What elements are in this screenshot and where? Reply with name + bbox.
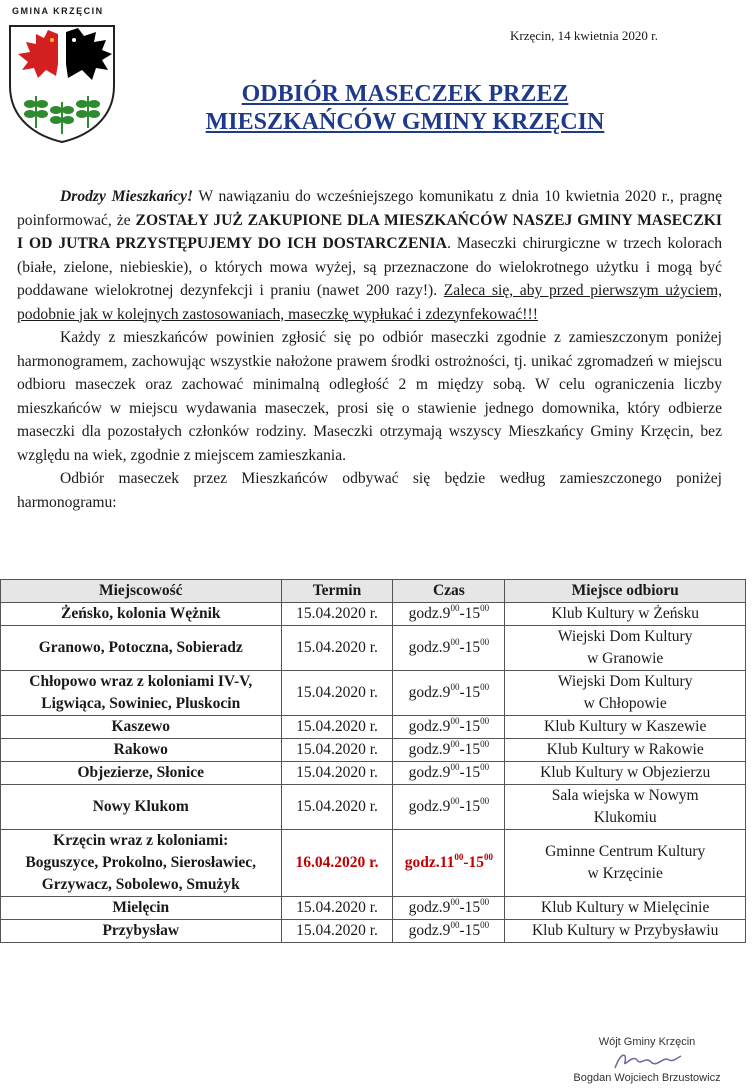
- location-name: Chłopowo wraz z koloniami IV-V,: [29, 673, 253, 690]
- pickup-place: Gminne Centrum Kultury: [545, 843, 706, 860]
- location-name: Kaszewo: [111, 718, 171, 735]
- coat-of-arms-icon: [8, 24, 116, 144]
- document-title: [150, 80, 660, 136]
- location-name: Rakowo: [113, 741, 168, 758]
- cell-location: [1, 626, 282, 671]
- cell-place: [505, 897, 746, 920]
- time-minutes: 00: [450, 920, 460, 930]
- time-minutes: 00: [450, 739, 460, 749]
- cell-date: [281, 626, 393, 671]
- cell-date: [281, 671, 393, 716]
- cell-place: [505, 739, 746, 762]
- time-minutes: 00: [454, 852, 464, 862]
- pickup-date: 15.04.2020 r.: [296, 764, 378, 781]
- location-name: Granowo, Potoczna, Sobieradz: [38, 639, 243, 656]
- document-date: Krzęcin, 14 kwietnia 2020 r.: [509, 28, 658, 43]
- body-text: [17, 185, 722, 514]
- cell-place: [505, 762, 746, 785]
- title-line-1: ODBIÓR MASECZEK PRZEZ: [241, 81, 569, 107]
- cell-location: [1, 716, 282, 739]
- table-row: [1, 785, 746, 830]
- pickup-place: w Krzęcinie: [587, 865, 663, 882]
- location-name: Objezierze, Słonice: [77, 764, 205, 781]
- cell-location: [1, 897, 282, 920]
- time-separator: -15: [459, 922, 481, 939]
- cell-time: [393, 739, 505, 762]
- cell-place: [505, 671, 746, 716]
- time-separator: -15: [459, 899, 481, 916]
- cell-time: [393, 603, 505, 626]
- pickup-date: 15.04.2020 r.: [296, 605, 378, 622]
- cell-place: [505, 603, 746, 626]
- pickup-place: Wiejski Dom Kultury: [557, 673, 693, 690]
- cell-place: [505, 920, 746, 943]
- time-prefix: godz.9: [408, 605, 451, 622]
- time-minutes: 00: [450, 762, 460, 772]
- location-name: Nowy Klukom: [92, 798, 189, 815]
- pickup-date: 15.04.2020 r.: [296, 899, 378, 916]
- pickup-place: Klub Kultury w Przybysławiu: [531, 922, 719, 939]
- paragraph-1-underlined: Zaleca się, aby przed pierwszym użyciem, podobnie jak w kolejnych zastosowaniach, maseczkę wypłukać i zdezynfekować!!!: [17, 282, 722, 323]
- time-minutes: 00: [450, 603, 460, 613]
- time-minutes: 00: [480, 796, 490, 806]
- table-row: [1, 920, 746, 943]
- location-name: Ligwiąca, Sowiniec, Pluskocin: [41, 695, 241, 712]
- cell-time: [393, 716, 505, 739]
- column-header: Miejscowość: [1, 580, 282, 603]
- time-prefix: godz.9: [408, 899, 451, 916]
- pickup-place: w Granowie: [587, 650, 664, 667]
- time-minutes: 00: [480, 637, 490, 647]
- location-name: Grzywacz, Sobolewo, Smużyk: [41, 876, 240, 893]
- cell-date: [281, 603, 393, 626]
- pickup-place: Klub Kultury w Rakowie: [546, 741, 704, 758]
- time-minutes: 00: [480, 603, 490, 613]
- cell-date: [281, 716, 393, 739]
- cell-date: [281, 739, 393, 762]
- location-name: Przybysław: [102, 922, 180, 939]
- paragraph-3: Odbiór maseczek przez Mieszkańców odbywać się będzie według zamieszczonego poniżej harmonogramu:: [17, 470, 722, 511]
- pickup-date: 15.04.2020 r.: [296, 718, 378, 735]
- pickup-place: Klub Kultury w Żeńsku: [551, 605, 700, 622]
- cell-date: [281, 762, 393, 785]
- signature-role: Wójt Gminy Krzęcin: [598, 1036, 696, 1048]
- time-minutes: 00: [480, 682, 490, 692]
- pickup-place: w Chłopowie: [583, 695, 667, 712]
- cell-place: [505, 785, 746, 830]
- cell-date: [281, 785, 393, 830]
- time-prefix: godz.9: [408, 684, 451, 701]
- table-row: [1, 671, 746, 716]
- table-row: [1, 830, 746, 897]
- time-minutes: 00: [480, 762, 490, 772]
- pickup-date: 15.04.2020 r.: [296, 639, 378, 656]
- paragraph-2: Każdy z mieszkańców powinien zgłosić się po odbiór maseczki zgodnie z zamieszczonym poniżej harmonogramem, zachowując wszystkie nałożone prawem środki ostrożności, tj. unikać zgromadzeń w miejscu odbioru maseczek oraz zachować minimalną odległość 2 m między sobą. W celu ograniczenia liczby mieszkańców w miejscu wydawania maseczek, prosi się o stawienie jednego domownika, który odbierze maseczki dla pozostałych członków rodziny. Maseczki otrzymają wszyscy Mieszkańcy Gminy Krzęcin, bez względu na wiek, zgodnie z miejscem zamieszkania.: [17, 329, 722, 464]
- pickup-place: Klukomiu: [593, 809, 657, 826]
- time-minutes: 00: [484, 852, 493, 862]
- time-prefix: godz.11: [404, 854, 455, 871]
- cell-location: [1, 603, 282, 626]
- time-minutes: 00: [480, 920, 490, 930]
- pickup-place: Klub Kultury w Objezierzu: [540, 764, 711, 781]
- pickup-place: Sala wiejska w Nowym: [551, 787, 699, 804]
- time-prefix: godz.9: [408, 922, 451, 939]
- table-row: [1, 603, 746, 626]
- table-row: [1, 762, 746, 785]
- cell-place: [505, 626, 746, 671]
- location-name: Boguszyce, Prokolno, Sierosławiec,: [25, 854, 257, 871]
- cell-time: [393, 920, 505, 943]
- cell-date: [281, 830, 393, 897]
- time-minutes: 00: [480, 897, 490, 907]
- cell-location: [1, 785, 282, 830]
- cell-time: [393, 785, 505, 830]
- location-name: Krzęcin wraz z koloniami:: [53, 832, 229, 849]
- time-prefix: godz.9: [408, 741, 451, 758]
- location-name: Mielęcin: [112, 899, 170, 916]
- paragraph-1-bold: ZOSTAŁY JUŻ ZAKUPIONE DLA MIESZKAŃCÓW NASZEJ GMINY MASECZKI I OD JUTRA PRZYSTĘPUJEMY DO ICH DOSTARCZENIA: [17, 211, 722, 252]
- cell-time: [393, 671, 505, 716]
- cell-location: [1, 920, 282, 943]
- time-minutes: 00: [450, 716, 460, 726]
- cell-date: [281, 920, 393, 943]
- cell-location: [1, 762, 282, 785]
- cell-location: [1, 830, 282, 897]
- time-minutes: 00: [450, 897, 460, 907]
- time-separator: -15: [459, 639, 481, 656]
- time-prefix: godz.9: [408, 639, 451, 656]
- greeting: Drodzy Mieszkańcy!: [60, 188, 194, 205]
- pickup-place: Klub Kultury w Mielęcinie: [541, 899, 710, 916]
- cell-date: [281, 897, 393, 920]
- cell-time: [393, 897, 505, 920]
- time-minutes: 00: [450, 796, 460, 806]
- time-minutes: 00: [480, 716, 490, 726]
- time-minutes: 00: [480, 739, 490, 749]
- time-separator: -15: [459, 764, 481, 781]
- signature-name: Bogdan Wojciech Brzustowicz: [573, 1072, 721, 1084]
- location-name: Żeńsko, kolonia Wężnik: [61, 605, 221, 622]
- pickup-date: 15.04.2020 r.: [296, 922, 378, 939]
- schedule-table: [0, 579, 746, 943]
- time-prefix: godz.9: [408, 718, 451, 735]
- column-header: Termin: [281, 580, 393, 603]
- table-row: [1, 739, 746, 762]
- cell-place: [505, 830, 746, 897]
- time-separator: -15: [459, 684, 481, 701]
- cell-place: [505, 716, 746, 739]
- table-row: [1, 897, 746, 920]
- pickup-date: 16.04.2020 r.: [295, 854, 379, 871]
- time-separator: -15: [459, 718, 481, 735]
- cell-location: [1, 739, 282, 762]
- table-header-row: [1, 580, 746, 603]
- pickup-place: Wiejski Dom Kultury: [557, 628, 693, 645]
- time-separator: -15: [459, 741, 481, 758]
- signature-block: [562, 1036, 732, 1084]
- title-line-2: MIESZKAŃCÓW GMINY KRZĘCIN: [205, 109, 605, 135]
- pickup-date: 15.04.2020 r.: [296, 684, 378, 701]
- time-minutes: 00: [450, 682, 460, 692]
- time-minutes: 00: [450, 637, 460, 647]
- pickup-date: 15.04.2020 r.: [296, 798, 378, 815]
- time-separator: -15: [463, 854, 484, 871]
- cell-location: [1, 671, 282, 716]
- handwritten-signature-icon: [607, 1050, 687, 1072]
- paragraph-1: [17, 185, 722, 326]
- column-header: Czas: [393, 580, 505, 603]
- schedule-table-body: [1, 603, 746, 943]
- table-row: [1, 716, 746, 739]
- time-separator: -15: [459, 605, 481, 622]
- cell-time: [393, 626, 505, 671]
- pickup-place: Klub Kultury w Kaszewie: [544, 718, 707, 735]
- time-prefix: godz.9: [408, 764, 451, 781]
- table-row: [1, 626, 746, 671]
- pickup-date: 15.04.2020 r.: [296, 741, 378, 758]
- paragraph-1-text-a: W nawiązaniu do wcześniejszego komunikatu z dnia 10 kwietnia 2020 r., pragnę poinformować, że: [17, 188, 722, 229]
- cell-time: [393, 830, 505, 897]
- paragraph-1-text-b: . Maseczki chirurgiczne w trzech kolorach (białe, zielone, niebieskie), o których mowa wyżej, są przeznaczone do wielokrotnego użytku i mogą być poddawane wielokrotnej dezynfekcji i praniu (nawet 200 razy!).: [17, 235, 722, 299]
- column-header: Miejsce odbioru: [505, 580, 746, 603]
- time-separator: -15: [459, 798, 481, 815]
- time-prefix: godz.9: [408, 798, 451, 815]
- cell-time: [393, 762, 505, 785]
- gmina-label: GMINA KRZĘCIN: [12, 6, 104, 16]
